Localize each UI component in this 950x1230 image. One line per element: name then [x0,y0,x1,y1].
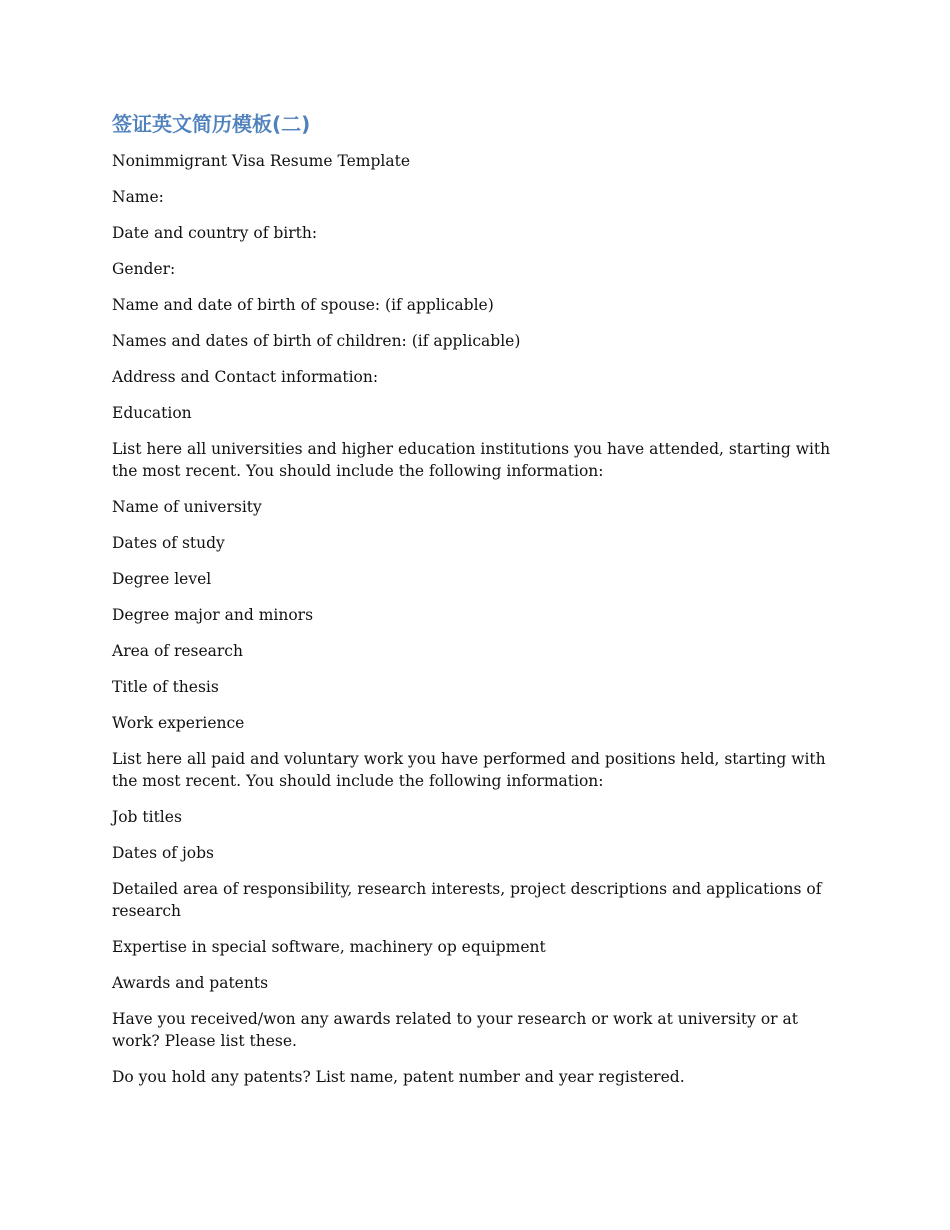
field-gender: Gender: [112,260,176,278]
work-instructions: List here all paid and voluntary work you have performed and positions held, starting with the most recent. You should include the following information: [112,750,826,790]
work-item: Expertise in special software, machinery op equipment [112,938,546,956]
education-item: Title of thesis [112,678,219,696]
education-item: Name of university [112,498,262,516]
field-address: Address and Contact information: [112,368,379,386]
education-item: Area of research [112,642,243,660]
awards-question: Have you received/won any awards related to your research or work at university or at work? Please list these. [112,1010,798,1050]
document-body [112,110,842,1102]
work-item: Job titles [112,808,182,826]
section-work-experience: Work experience [112,714,245,732]
section-awards-patents: Awards and patents [112,974,269,992]
education-item: Degree major and minors [112,606,314,624]
section-education: Education [112,404,192,422]
education-item: Degree level [112,570,212,588]
field-birth: Date and country of birth: [112,224,318,242]
field-spouse: Name and date of birth of spouse: (if applicable) [112,296,494,314]
education-item: Dates of study [112,534,225,552]
work-item: Dates of jobs [112,844,214,862]
patents-question: Do you hold any patents? List name, patent number and year registered. [112,1068,685,1086]
field-children: Names and dates of birth of children: (if applicable) [112,332,521,350]
document-title: 签证英文简历模板(二) [112,112,311,136]
subtitle-paragraph: Nonimmigrant Visa Resume Template [112,152,411,170]
education-instructions: List here all universities and higher education institutions you have attended, starting with the most recent. You should include the following information: [112,440,831,480]
field-name: Name: [112,188,164,206]
work-item: Detailed area of responsibility, research interests, project descriptions and applications of research [112,880,822,920]
